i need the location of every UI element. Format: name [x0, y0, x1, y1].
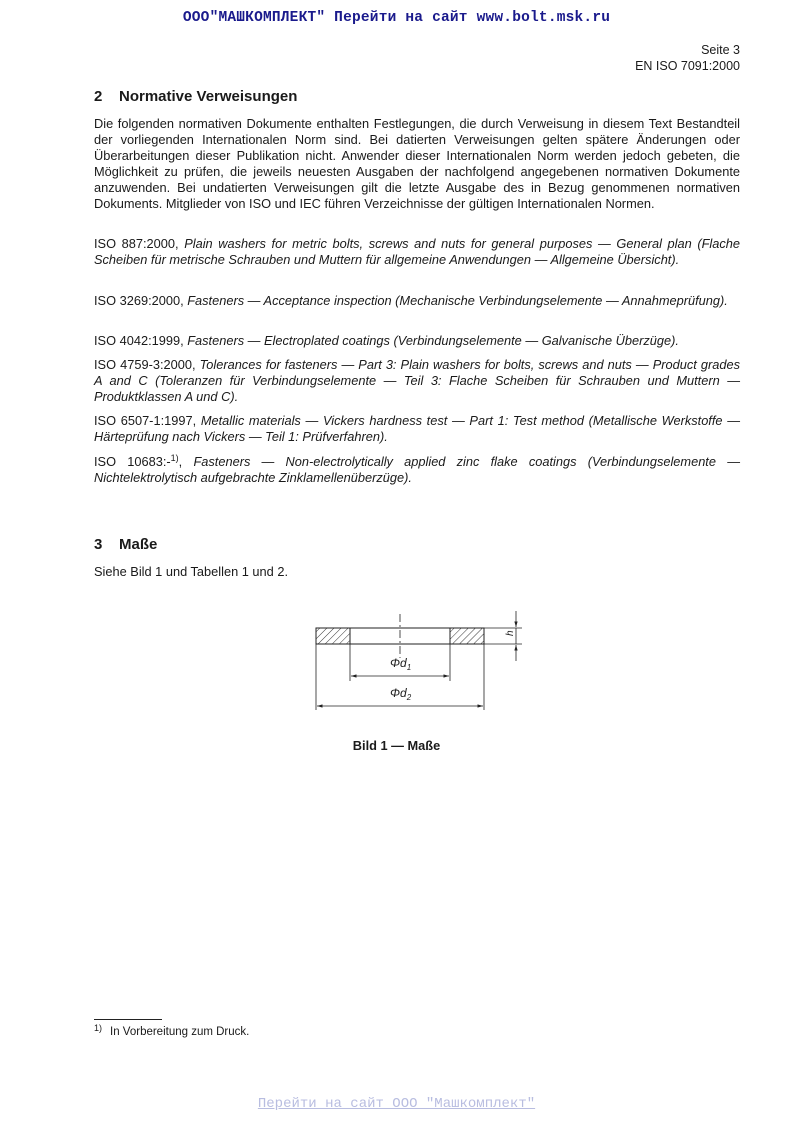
reference-title: Fasteners — Electroplated coatings (Verbindungselemente — Galvanische Überzüge).	[187, 333, 679, 348]
section-2-title: Normative Verweisungen	[119, 88, 298, 105]
section-2-intro: Die folgenden normativen Dokumente enthalten Festlegungen, die durch Verweisung in diesem Text Bestandteil der vorliegenden Internationalen Norm sind. Bei datierten Verweisungen gelten spätere Änderungen oder Überarbeitungen dieser Publikation nicht. Anwender dieser Internationalen Norm werden jedoch gebeten, die Möglichkeit zu prüfen, die jeweils neuesten Ausgaben der nachfolgend angegebenen normativen Dokumente anzuwenden. Bei undatierten Verweisungen gilt die letzte Ausgabe des in Bezug genommenen normativen Dokuments. Mitglieder von ISO und IEC führen Verzeichnisse der gültigen Internationalen Normen.	[94, 116, 740, 211]
washer-hatch-left	[316, 628, 350, 644]
reference-code: ISO 10683:-	[94, 454, 171, 469]
reference-title: Fasteners — Acceptance inspection (Mechanische Verbindungselemente — Annahmeprüfung).	[187, 293, 728, 308]
footnote-mark: 1)	[94, 1023, 103, 1033]
footnote	[94, 1023, 249, 1038]
figure-caption: Bild 1 — Maße	[352, 738, 441, 753]
reference-title: Plain washers for metric bolts, screws and nuts for general purposes — General plan (Flache Scheiben für metrische Schrauben und Muttern für allgemeine Anwendungen — Allgemeine Übersicht).	[94, 236, 741, 267]
reference-code-tail: ,	[178, 454, 183, 469]
d1-label: $\Phi d_1$	[390, 656, 412, 672]
document-id: EN ISO 7091:2000	[635, 59, 740, 73]
d2-label: $\Phi d_2$	[390, 686, 412, 702]
section-3-title: Maße	[119, 536, 158, 553]
reference-code: ISO 887:2000,	[94, 236, 179, 251]
reference-title: Tolerances for fasteners — Part 3: Plain washers for bolts, screws and nuts — Product grades A and C (Toleranzen für Verbindungselemente — Teil 3: Flache Scheiben für Schrauben und Muttern — Produktklassen A und C).	[94, 357, 741, 404]
reference-code: ISO 3269:2000,	[94, 293, 184, 308]
footnote-divider	[94, 1019, 162, 1020]
washer-hatch-right	[450, 628, 484, 644]
reference-code: ISO 4759-3:2000,	[94, 357, 196, 372]
footnote-text: In Vorbereitung zum Druck.	[110, 1026, 250, 1038]
reference-title: Metallic materials — Vickers hardness test — Part 1: Test method (Metallische Werkstoffe — Härteprüfung nach Vickers — Teil 1: Prüfverfahren).	[94, 413, 741, 444]
page-number: Seite 3	[701, 43, 740, 57]
section-3-number: 3	[94, 536, 103, 553]
bottom-site-link[interactable]: Перейти на сайт ООО "Машкомплект"	[257, 1096, 536, 1112]
top-banner-link[interactable]: ООО"МАШКОМПЛЕКТ" Перейти на сайт www.bolt.msk.ru	[182, 10, 611, 26]
reference-code: ISO 4042:1999,	[94, 333, 184, 348]
h-label: h	[505, 630, 516, 636]
section-3-text: Siehe Bild 1 und Tabellen 1 und 2.	[94, 564, 289, 579]
section-2-number: 2	[94, 88, 103, 105]
footnote-reference[interactable]: 1)	[170, 453, 179, 463]
reference-title: Fasteners — Non-electrolytically applied zinc flake coatings (Verbindungselemente — Nichtelektrolytisch aufgebrachte Zinklamellenüberzüge).	[94, 454, 740, 485]
dimension-lines	[316, 611, 522, 710]
reference-code: ISO 6507-1:1997,	[94, 413, 197, 428]
washer-section	[316, 614, 484, 658]
